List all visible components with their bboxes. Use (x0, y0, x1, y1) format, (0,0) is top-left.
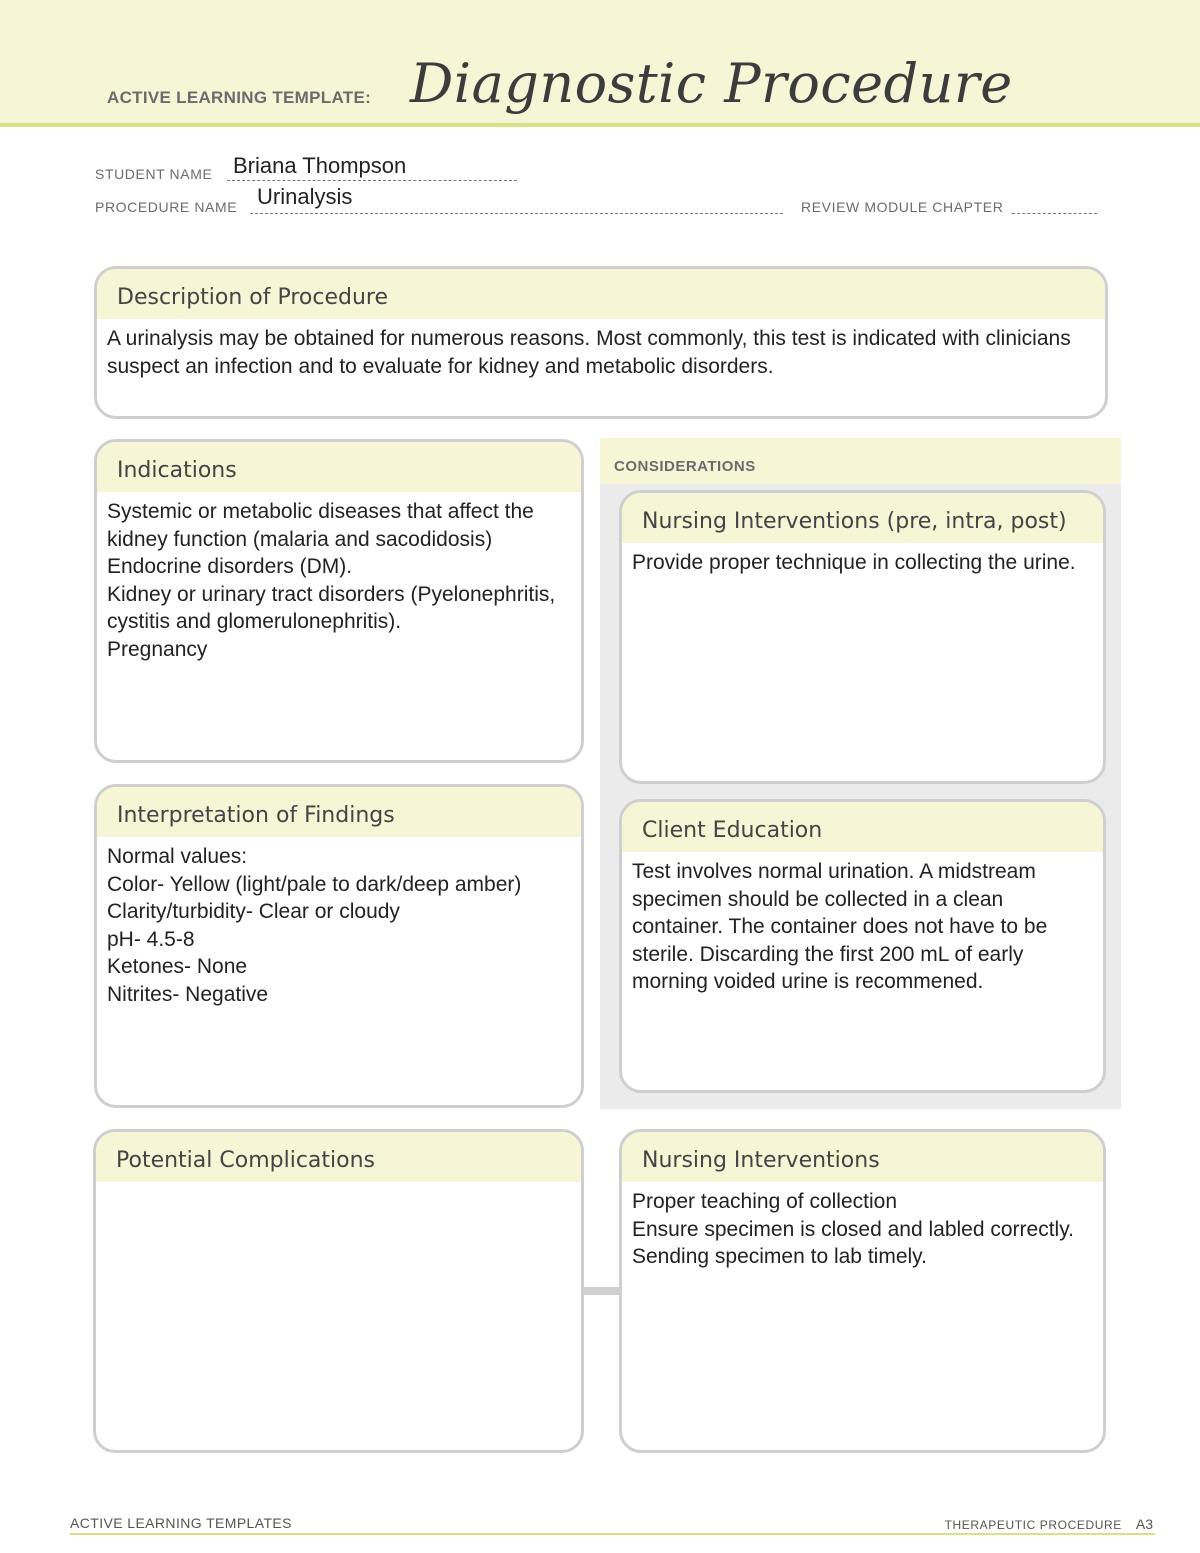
nursing-pre-heading: Nursing Interventions (pre, intra, post) (622, 493, 1103, 543)
interpretation-text[interactable]: Normal values: Color- Yellow (light/pale to dark/deep amber) Clarity/turbidity- Clear or cloudy pH- 4.5-8 Ketones- None Nitrites- Negative (107, 845, 522, 1006)
interpretation-box (94, 784, 584, 1108)
page-number: A3 (1135, 1516, 1153, 1532)
box-connector (582, 1287, 622, 1295)
nursing-interventions-box (619, 1129, 1106, 1453)
procedure-name-label: PROCEDURE NAME (95, 199, 238, 215)
complications-heading: Potential Complications (96, 1132, 581, 1182)
review-module-label: REVIEW MODULE CHAPTER (801, 199, 1004, 215)
considerations-label: CONSIDERATIONS (614, 458, 756, 475)
nursing-pre-text[interactable]: Provide proper technique in collecting the urine. (632, 551, 1076, 574)
complications-text[interactable] (96, 1182, 581, 1188)
client-education-heading: Client Education (622, 802, 1103, 852)
nursing-interventions-heading: Nursing Interventions (622, 1132, 1103, 1182)
review-module-line (1012, 213, 1097, 214)
client-education-box (619, 799, 1106, 1093)
footer-section: THERAPEUTIC PROCEDURE (944, 1518, 1122, 1532)
client-education-text[interactable]: Test involves normal urination. A midstream specimen should be collected in a clean container. The container does not have to be sterile. Discarding the first 200 mL of early morning voided urine is recommened. (632, 860, 1048, 993)
procedure-name-line (250, 213, 783, 214)
student-name-line (227, 180, 517, 181)
description-box (94, 266, 1108, 419)
header-rule (0, 123, 1200, 127)
interpretation-heading: Interpretation of Findings (97, 787, 581, 837)
indications-text[interactable]: Systemic or metabolic diseases that affect the kidney function (malaria and sacodidosis) Endocrine disorders (DM). Kidney or urinary tract disorders (Pyelonephritis, cystitis and glomerulonephritis). Pregnancy (107, 500, 556, 661)
complications-box (93, 1129, 584, 1453)
template-label: ACTIVE LEARNING TEMPLATE: (107, 88, 372, 107)
footer-left-label: ACTIVE LEARNING TEMPLATES (70, 1515, 292, 1531)
procedure-name-field[interactable]: Urinalysis (257, 184, 353, 209)
page-title: Diagnostic Procedure (410, 52, 1013, 115)
student-name-label: STUDENT NAME (95, 166, 213, 182)
footer-right-label (945, 1516, 1153, 1532)
student-name-field[interactable]: Briana Thompson (233, 153, 407, 178)
indications-box (94, 439, 584, 763)
footer-rule (70, 1533, 1155, 1535)
description-text[interactable]: A urinalysis may be obtained for numerous reasons. Most commonly, this test is indicated with clinicians suspect an infection and to evaluate for kidney and metabolic disorders. (107, 327, 1071, 378)
nursing-interventions-text[interactable]: Proper teaching of collection Ensure specimen is closed and labled correctly. Sending specimen to lab timely. (632, 1190, 1074, 1268)
nursing-pre-box (619, 490, 1106, 784)
indications-heading: Indications (97, 442, 581, 492)
description-heading: Description of Procedure (97, 269, 1105, 319)
